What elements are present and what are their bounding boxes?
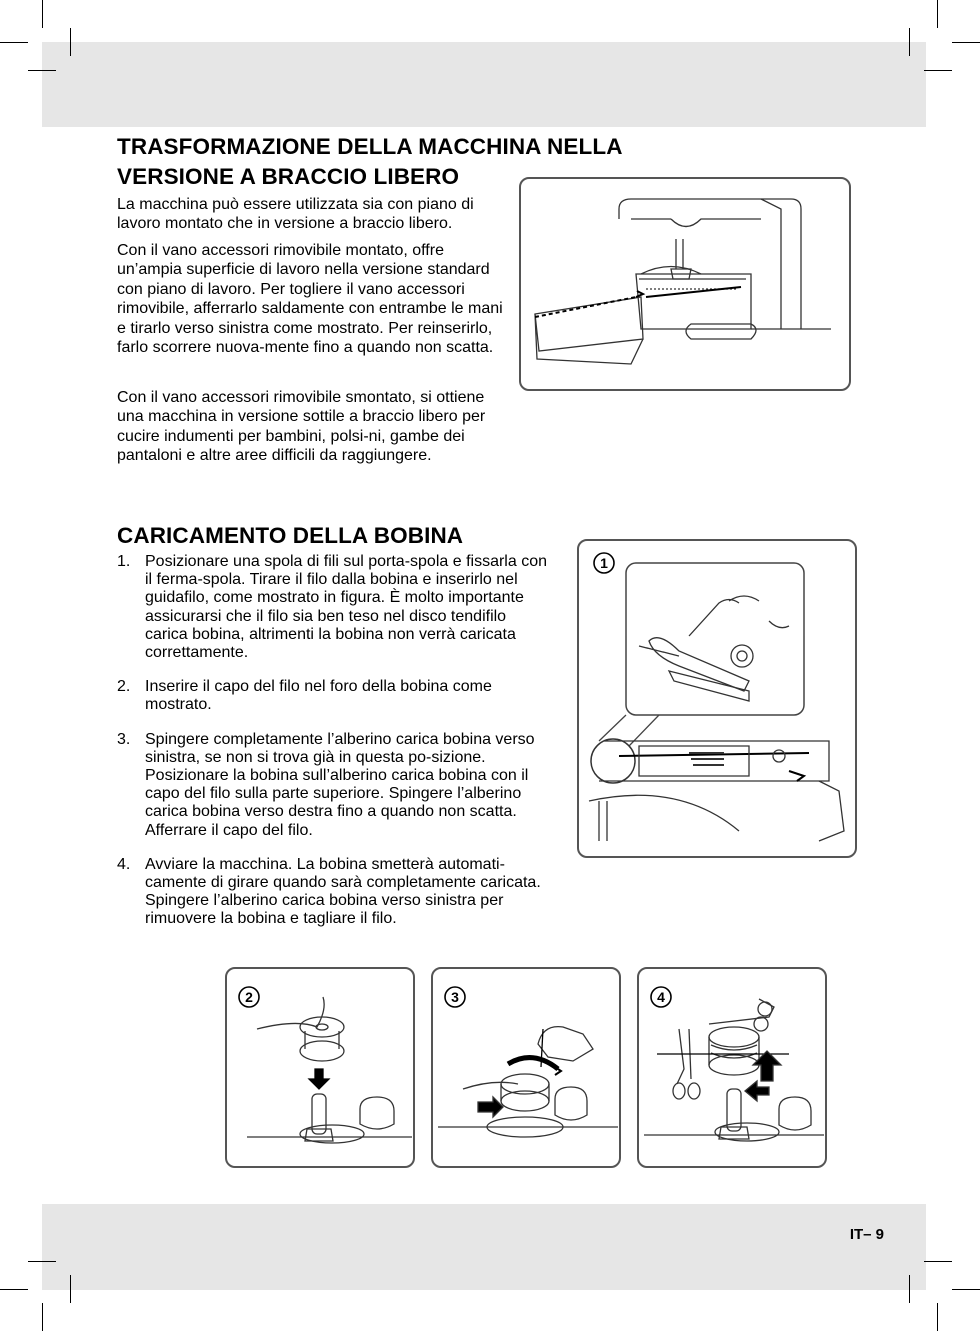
step-text: Spingere completamente l’alberino carica bobina verso sinistra, se non si trova già in questa po-sizione. Posizionare la bobina sull’alberino carica bobina con il capo del filo sulla parte superiore. Spingere l’alberino carica bobina verso destra fino a quando non scatta. Afferrare il capo del filo. [145,730,535,839]
step-text: Posizionare una spola di fili sul porta-spola e fissarla con il ferma-spola. Tirare il filo dalla bobina e inserirlo nel guidafilo, come mostrato in figura. È molto importante assicurarsi che il filo sia ben teso nel disco tendifilo carica bobina, altrimenti la bobina non verrà caricata correttamente. [145,553,547,662]
figure-2-thread-bobbin [225,967,415,1168]
figure-1-thread-guide [577,539,857,858]
section1-paragraph-2: Con il vano accessori rimovibile montato, offre un’ampia superficie di lavoro nella versione standard con piano di lavoro. Per togliere il vano accessori rimovibile, afferrarlo saldamente con entrambe le mani e tirarlo verso sinistra come mostrato. Per reinserirlo, farlo scorrere nuova-mente fino a quando non scatta. [117,242,503,357]
step-number: 1. [117,553,131,570]
list-item [117,856,553,929]
section1-title-line2: VERSIONE A BRACCIO LIBERO [117,164,460,189]
step-number: 3. [117,730,131,748]
section1-paragraph-1: La macchina può essere utilizzata sia con piano di lavoro montato che in versione a braccio libero. [117,196,474,233]
step-text: Inserire il capo del filo nel foro della bobina come mostrato. [145,678,492,714]
section2-title: CARICAMENTO DELLA BOBINA [117,523,464,548]
footer-band [42,1204,926,1290]
figure-1-label: 1 [600,555,608,571]
figure-4-wind-cut [637,967,827,1168]
figure-3-place-bobbin [431,967,621,1168]
step-text: Avviare la macchina. La bobina smetterà automati-camente di girare quando sarà completamente caricata. Spingere l’alberino carica bobina verso sinistra per rimuovere la bobina e tagliare il filo. [145,855,541,928]
free-arm-illustration [519,177,851,391]
bobbin-steps-list [117,553,553,945]
figure-2-label: 2 [245,989,253,1005]
section1-title-line1: TRASFORMAZIONE DELLA MACCHINA NELLA [117,134,623,159]
section1-paragraph-3: Con il vano accessori rimovibile smontato, si ottiene una macchina in versione sottile a braccio libero per cucire indumenti per bambini, polsi-ni, gambe dei pantaloni e altre aree difficili da raggiungere. [117,389,486,465]
header-band [42,42,926,127]
list-item [117,678,553,714]
list-item [117,731,553,840]
step-number: 2. [117,678,131,696]
list-item [117,553,553,662]
figure-4-label: 4 [657,989,665,1005]
page-number: IT– 9 [849,1226,884,1243]
step-number: 4. [117,855,131,873]
figure-3-label: 3 [451,989,459,1005]
